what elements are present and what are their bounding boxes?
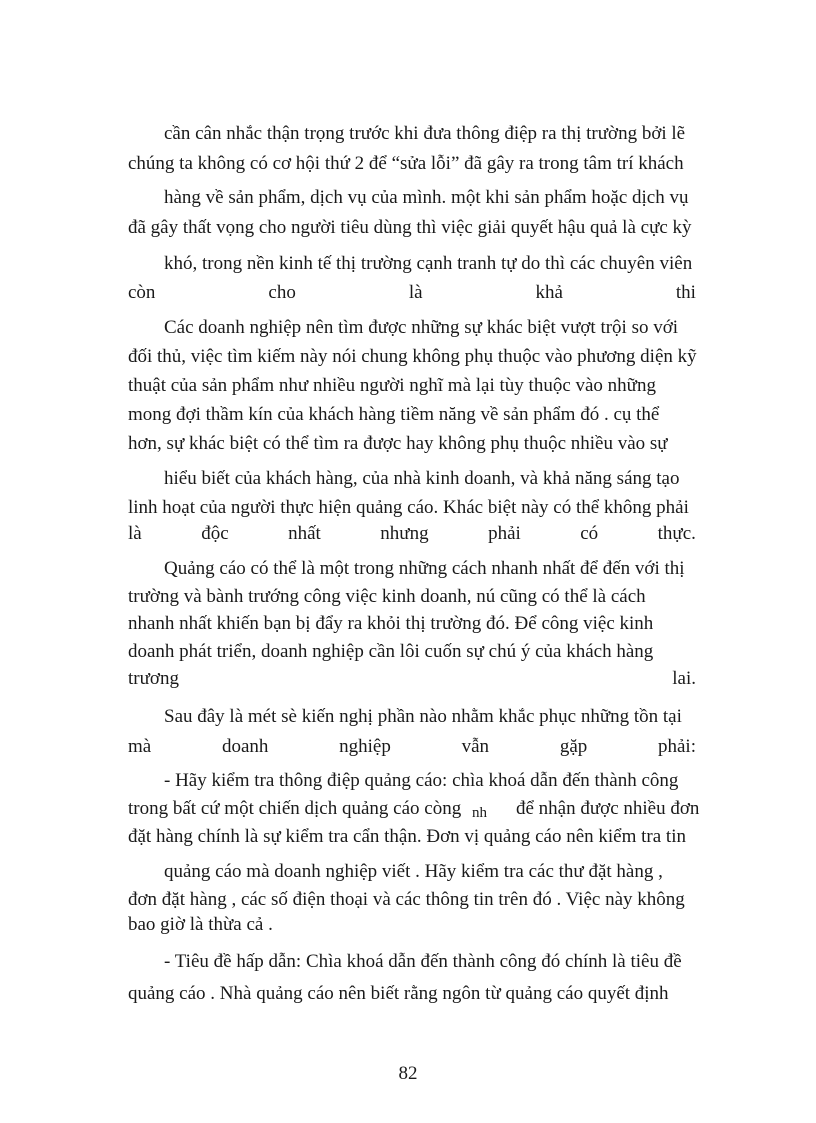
word: trương (128, 668, 179, 689)
text-line: linh hoạt của người thực hiện quảng cáo. Khác biệt này có thể không phải (128, 497, 689, 518)
word: nhất (288, 523, 321, 544)
word: là (408, 282, 423, 303)
text-line: - Hãy kiểm tra thông điệp quảng cáo: chìa khoá dẫn đến thành công (164, 770, 679, 791)
justified-line (128, 281, 696, 305)
word: có (580, 523, 599, 544)
text-line: hơn, sự khác biệt có thể tìm ra được hay không phụ thuộc nhiều vào sự (128, 433, 668, 454)
text-line: khó, trong nền kinh tế thị trường cạnh tranh tự do thì các chuyên viên (164, 253, 693, 274)
word: cho (268, 282, 296, 303)
word: nhưng (380, 523, 429, 544)
word: lai. (672, 668, 696, 689)
text-line: đơn đặt hàng , các số điện thoại và các thông tin trên đó . Việc này không (128, 889, 685, 910)
text-line: đặt hàng chính là sự kiểm tra cẩn thận. Đơn vị quảng cáo nên kiểm tra tin (128, 826, 686, 847)
text-line: quảng cáo . Nhà quảng cáo nên biết rằng ngôn từ quảng cáo quyết định (128, 983, 669, 1004)
text-line: mong đợi thầm kín của khách hàng tiềm năng về sản phẩm đó . cụ thể (128, 404, 660, 425)
word: độc (201, 523, 229, 544)
word: mà (128, 736, 152, 757)
word: gặp (559, 736, 588, 757)
text-line: Sau đây là mét sè kiến nghị phần nào nhằm khắc phục những tồn tại (164, 706, 682, 727)
text-line: doanh phát triển, doanh nghiệp cần lôi cuốn sự chú ý của khách hàng (128, 641, 654, 662)
justified-line (128, 522, 696, 546)
word: khả (535, 282, 563, 303)
text-line: - Tiêu đề hấp dẫn: Chìa khoá dẫn đến thành công đó chính là tiêu đề (164, 951, 682, 972)
word: còn (128, 282, 156, 303)
text-line: đối thủ, việc tìm kiếm này nói chung không phụ thuộc vào phương diện kỹ (128, 346, 697, 367)
text-line: trường và bành trướng công việc kinh doanh, nú cũng có thể là cách (128, 586, 646, 607)
text-line: Các doanh nghiệp nên tìm được những sự khác biệt vượt trội so với (164, 317, 679, 338)
word: nghiệp (339, 736, 391, 757)
text-line: hiểu biết của khách hàng, của nhà kinh doanh, và khả năng sáng tạo (164, 468, 680, 489)
word: vẫn (461, 736, 490, 757)
justified-line (128, 667, 696, 691)
subscript-fragment: nh (472, 805, 487, 821)
word: thi (675, 282, 696, 303)
text-line: chúng ta không có cơ hội thứ 2 để “sửa lỗi” đã gây ra trong tâm trí khách (128, 153, 684, 174)
text-line: bao giờ là thừa cả . (128, 914, 273, 935)
justified-line (128, 735, 696, 759)
word: phải: (658, 736, 696, 757)
text-line: cần cân nhắc thận trọng trước khi đưa thông điệp ra thị trường bởi lẽ (164, 123, 686, 144)
word: là (128, 523, 142, 544)
text-line: thuật của sản phẩm như nhiều người nghĩ mà lại tùy thuộc vào những (128, 375, 656, 396)
text-line: quảng cáo mà doanh nghiệp viết . Hãy kiểm tra các thư đặt hàng , (164, 861, 663, 882)
word: doanh (221, 736, 269, 757)
text-line: Quảng cáo có thể là một trong những cách nhanh nhất để đến với thị (164, 558, 685, 579)
text-line: trong bất cứ một chiến dịch quảng cáo còng (128, 798, 462, 819)
text-line: để nhận được nhiều đơn (516, 798, 700, 819)
text-line: nhanh nhất khiến bạn bị đẩy ra khỏi thị trường đó. Để công việc kinh (128, 613, 654, 634)
word: thực. (657, 523, 696, 544)
word: phải (488, 523, 521, 544)
text-line: đã gây thất vọng cho người tiêu dùng thì việc giải quyết hậu quả là cực kỳ (128, 217, 692, 238)
text-line: hàng về sản phẩm, dịch vụ của mình. một khi sản phẩm hoặc dịch vụ (164, 187, 689, 208)
page-number: 82 (398, 1063, 418, 1084)
